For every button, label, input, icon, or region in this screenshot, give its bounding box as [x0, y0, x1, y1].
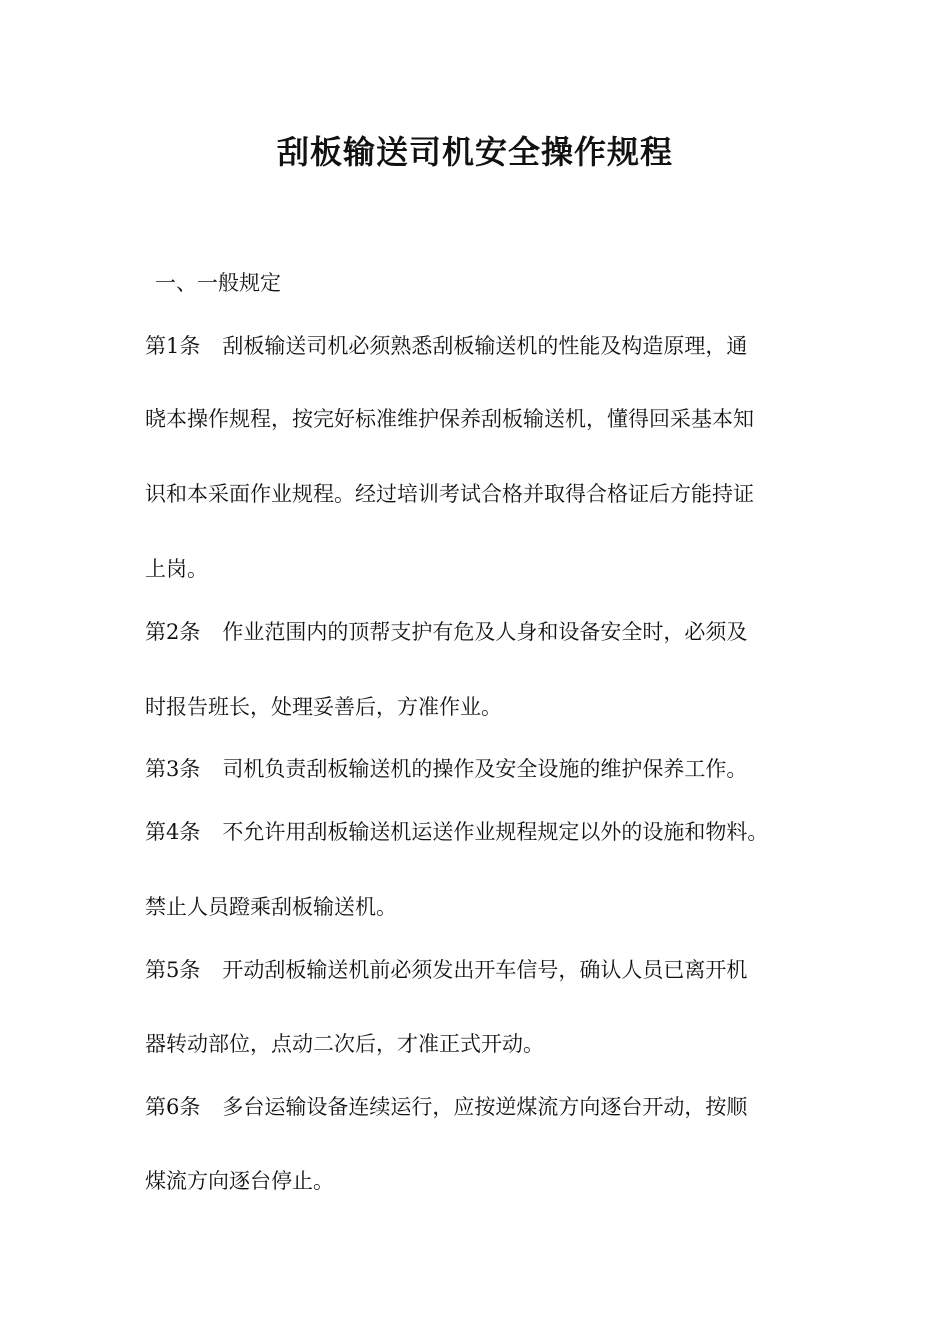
- document-title: 刮板输送司机安全操作规程: [276, 133, 673, 171]
- article-1-text-line: 晓本操作规程，按完好标准维护保养刮板输送机，懂得回采基本知: [145, 407, 754, 431]
- article-5-first-line: [145, 955, 747, 985]
- article-6-text-line: 多台运输设备连续运行，应按逆煤流方向逐台开动，按顺: [222, 1095, 748, 1119]
- article-4-label: 第4条: [145, 820, 201, 844]
- article-2-label: 第2条: [145, 620, 201, 644]
- article-2-text-line: 作业范围内的顶帮支护有危及人身和设备安全时，必须及: [222, 620, 748, 644]
- article-3-text-line: 司机负责刮板输送机的操作及安全设施的维护保养工作。: [222, 757, 748, 781]
- article-4-text-line: 不允许用刮板输送机运送作业规程规定以外的设施和物料。: [222, 820, 769, 844]
- article-1-text-line: 上岗。: [145, 557, 208, 581]
- article-6-label: 第6条: [145, 1095, 201, 1119]
- article-3-label: 第3条: [145, 757, 201, 781]
- section-heading: 一、一般规定: [155, 271, 281, 295]
- article-2-first-line: [145, 617, 747, 647]
- article-1-text-line: 识和本采面作业规程。经过培训考试合格并取得合格证后方能持证: [145, 482, 754, 506]
- article-6-first-line: [145, 1092, 747, 1122]
- article-4-text-line: 禁止人员蹬乘刮板输送机。: [145, 895, 397, 919]
- article-2-text-line: 时报告班长，处理妥善后，方准作业。: [145, 695, 502, 719]
- article-5-label: 第5条: [145, 958, 201, 982]
- article-1-label: 第1条: [145, 334, 201, 358]
- article-6-text-line: 煤流方向逐台停止。: [145, 1169, 334, 1193]
- article-1-first-line: [145, 331, 747, 361]
- article-4-first-line: [145, 817, 768, 847]
- article-5-text-line: 器转动部位，点动二次后，才准正式开动。: [145, 1032, 544, 1056]
- article-3-first-line: [145, 754, 747, 784]
- article-5-text-line: 开动刮板输送机前必须发出开车信号，确认人员已离开机: [222, 958, 748, 982]
- article-1-text-line: 刮板输送司机必须熟悉刮板输送机的性能及构造原理，通: [222, 334, 748, 358]
